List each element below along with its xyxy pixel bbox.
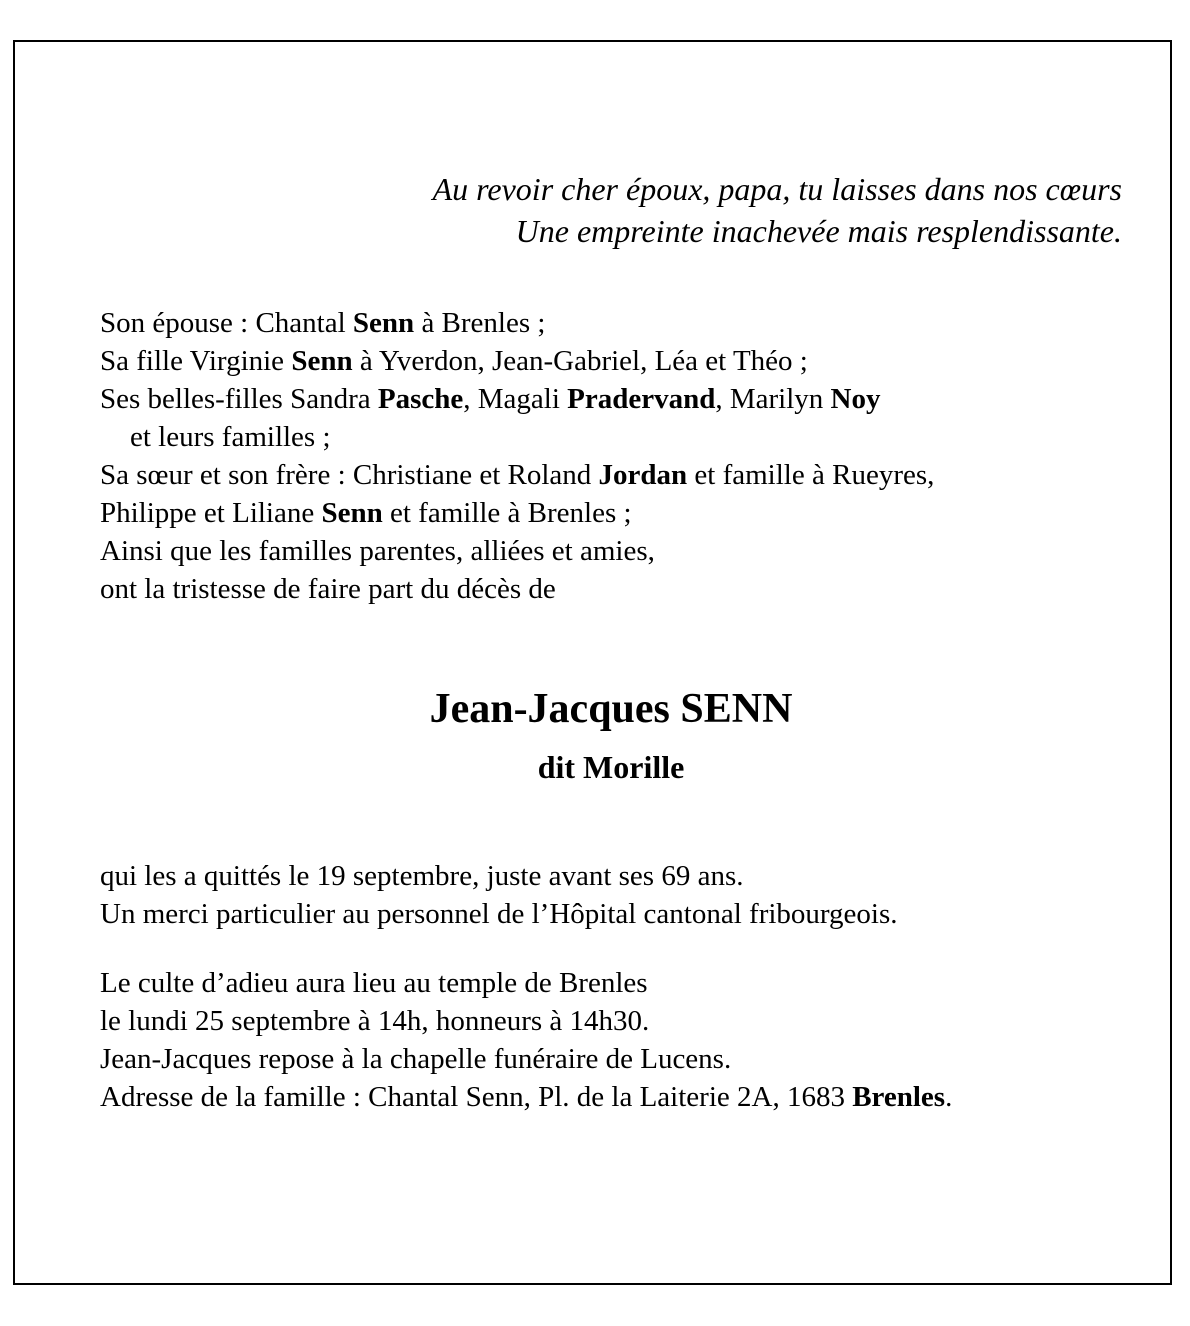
- family-line: [100, 532, 1170, 570]
- place-bold: Brenles: [852, 1081, 946, 1113]
- text-run: Ainsi que les familles parentes, alliées et amies,: [100, 535, 655, 567]
- ceremony-info: [100, 964, 1170, 1116]
- text-run: Ses belles-filles Sandra: [100, 383, 378, 415]
- family-line: [100, 570, 1170, 608]
- text-run: à Yverdon, Jean-Gabriel, Léa et Théo ;: [352, 345, 808, 377]
- death-info-line: Un merci particulier au personnel de l’Hôpital cantonal fribourgeois.: [100, 898, 898, 930]
- family-line: [100, 342, 1170, 380]
- death-info-line: qui les a quittés le 19 septembre, juste avant ses 69 ans.: [100, 860, 744, 892]
- epigraph-line: Une empreinte inachevée mais resplendissante.: [515, 213, 1122, 249]
- surname-bold: Pradervand: [567, 383, 716, 415]
- family-line: [100, 380, 1170, 418]
- text-run: .: [945, 1081, 953, 1113]
- epigraph-line: Au revoir cher époux, papa, tu laisses dans nos cœurs: [432, 171, 1122, 207]
- surname-bold: Senn: [321, 497, 383, 529]
- ceremony-line: [100, 1040, 1170, 1078]
- text-run: et famille à Rueyres,: [687, 459, 935, 491]
- surname-bold: Noy: [830, 383, 881, 415]
- text-run: Adresse de la famille : Chantal Senn, Pl. de la Laiterie 2A, 1683: [100, 1081, 853, 1113]
- text-run: le lundi 25 septembre à 14h, honneurs à 14h30.: [100, 1005, 650, 1037]
- text-run: ont la tristesse de faire part du décès de: [100, 573, 556, 605]
- surname-bold: Pasche: [377, 383, 464, 415]
- text-run: Philippe et Liliane: [100, 497, 322, 529]
- surname-bold: Jordan: [598, 459, 688, 491]
- family-line: [100, 494, 1170, 532]
- death-info: [100, 857, 1170, 933]
- text-run: , Marilyn: [715, 383, 831, 415]
- text-run: Jean-Jacques repose à la chapelle funéraire de Lucens.: [100, 1043, 732, 1075]
- ceremony-line: [100, 964, 1170, 1002]
- surname-bold: Senn: [291, 345, 353, 377]
- surname-bold: Senn: [352, 307, 415, 339]
- epigraph: [100, 168, 1122, 252]
- text-run: à Brenles ;: [414, 307, 546, 339]
- family-line: [100, 304, 1170, 342]
- ceremony-line: [100, 1078, 1170, 1116]
- text-run: , Magali: [463, 383, 568, 415]
- family-line: [100, 456, 1170, 494]
- deceased-name: Jean-Jacques SENN: [429, 686, 793, 732]
- text-run: et famille à Brenles ;: [382, 497, 632, 529]
- text-run: et leurs familles ;: [130, 421, 331, 453]
- deceased-alias: dit Morille: [537, 749, 685, 785]
- text-run: Sa fille Virginie: [100, 345, 292, 377]
- ceremony-line: [100, 1002, 1170, 1040]
- text-run: Son épouse : Chantal: [100, 307, 353, 339]
- text-run: Le culte d’adieu aura lieu au temple de Brenles: [100, 967, 648, 999]
- family-line: [100, 418, 1170, 456]
- family-announcement: [100, 304, 1170, 608]
- text-run: Sa sœur et son frère : Christiane et Roland: [100, 459, 599, 491]
